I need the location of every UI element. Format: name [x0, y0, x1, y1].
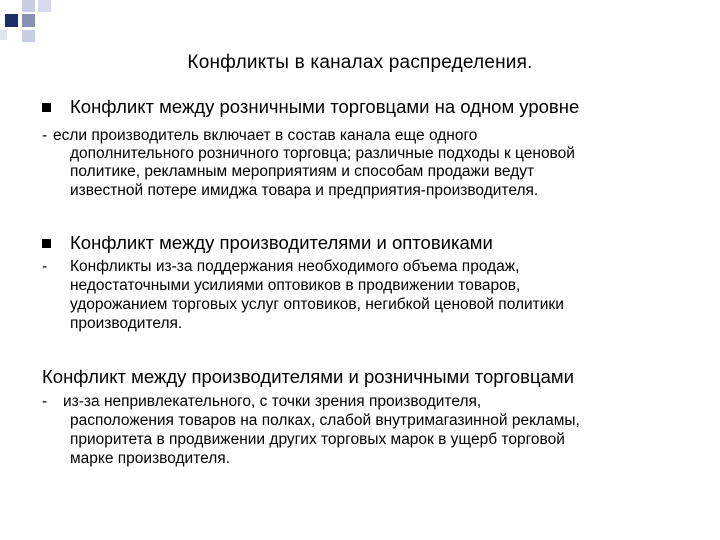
section-2-line-1: Конфликты из-за поддержания необходимого объема продаж, — [70, 258, 520, 275]
section-3-heading: Конфликт между производителями и розничными торговцами — [42, 366, 574, 387]
section-2-line-2: недостаточными усилиями оптовиков в продвижении товаров, — [70, 277, 521, 294]
decor-square-3 — [5, 14, 18, 27]
section-1-line-3: политике, рекламным мероприятиям и способам продажи ведут — [70, 163, 535, 180]
section-1-heading: Конфликт между розничными торговцами на одном уровне — [70, 96, 580, 117]
section-2-heading: Конфликт между производителями и оптовиками — [70, 232, 493, 253]
section-2-dash: - — [42, 258, 48, 275]
bullet-icon — [42, 103, 51, 112]
decor-square-5 — [0, 30, 7, 40]
section-1-line-1: если производитель включает в состав канала еще одного — [53, 127, 478, 144]
section-3-line-2: расположения товаров на полках, слабой внутримагазинной рекламы, — [70, 412, 580, 429]
section-3-dash: - — [42, 393, 48, 410]
page-title: Конфликты в каналах распределения. — [187, 52, 533, 73]
section-2-line-3: удорожанием торговых услуг оптовиков, негибкой ценовой политики — [70, 296, 564, 313]
bullet-icon — [42, 239, 51, 248]
section-1-line-4: известной потере имиджа товара и предприятия-производителя. — [70, 182, 539, 199]
decor-square-4 — [22, 14, 35, 27]
section-1-dash: - — [42, 127, 48, 144]
section-1-line-2: дополнительного розничного торговца; различные подходы к ценовой — [70, 145, 575, 162]
section-3-line-3: приоритета в продвижении других торговых марок в ущерб торговой — [70, 431, 565, 448]
section-3-line-4: марке производителя. — [70, 450, 230, 467]
section-2-line-4: производителя. — [70, 315, 183, 332]
decor-square-6 — [22, 30, 35, 42]
section-3-line-1: из-за непривлекательного, с точки зрения производителя, — [63, 393, 482, 410]
decor-square-2 — [38, 0, 51, 12]
decor-square-1 — [22, 0, 35, 12]
